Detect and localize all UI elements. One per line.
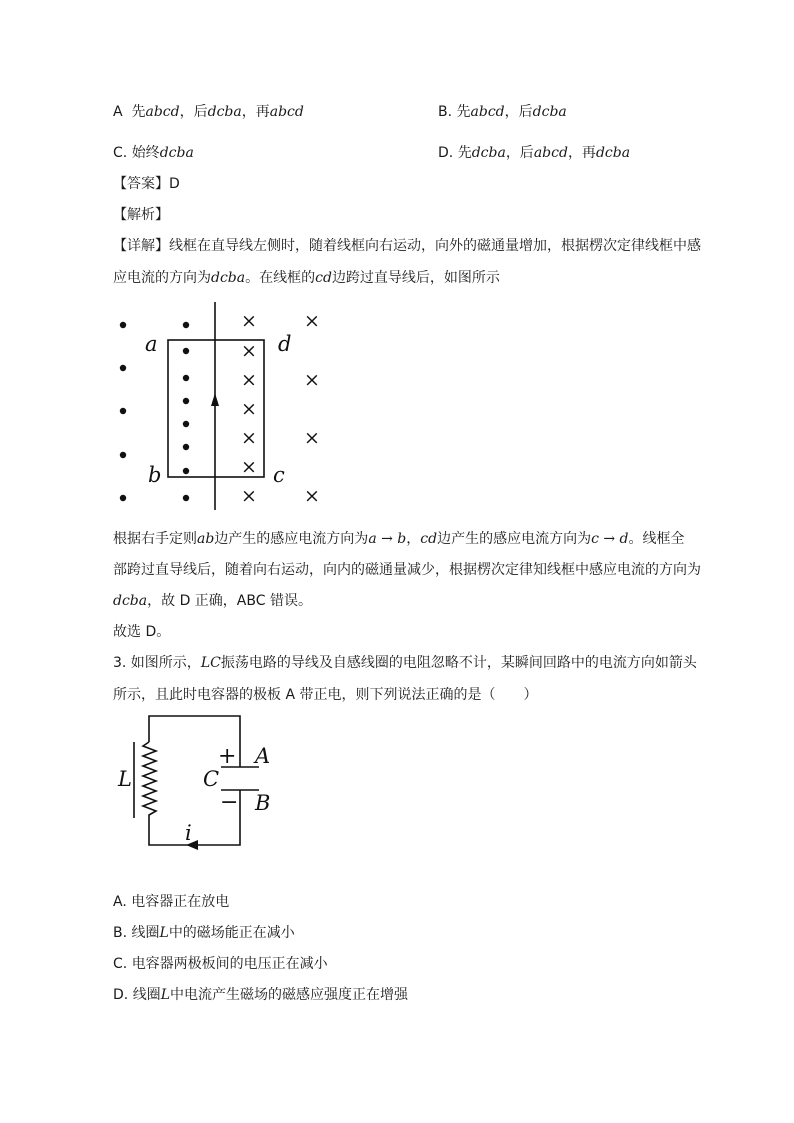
detail-paragraph-2-line-1: 根据右手定则ab边产生的感应电流方向为a → b，cd边产生的感应电流方向为c → d。线框全 [113,531,685,547]
minus-sign: − [220,790,239,815]
field-cross: × [241,398,257,420]
label-a: A [255,744,271,768]
detail-paragraph-1-line-1: 【详解】线框在直导线左侧时，随着线框向右运动，向外的磁通量增加，根据楞次定律线框中感 [113,238,701,254]
q3-option-c: C. 电容器两极板间的电压正在减小 [113,956,328,972]
label-b: B [255,791,271,815]
label-l: L [118,767,132,791]
field-cross: × [304,310,320,332]
option-b: B. 先abcd，后dcba [438,104,567,120]
field-cross: × [304,369,320,391]
option-d: D. 先dcba，后abcd，再dcba [438,145,631,161]
field-cross: × [241,369,257,391]
analysis-heading: 【解析】 [113,207,169,223]
plus-sign: + [218,744,237,769]
corner-label-b: b [148,463,162,487]
detail-paragraph-1-line-2: 应电流的方向为dcba。在线框的cd边跨过直导线后，如图所示 [113,270,500,286]
q3-option-d: D. 线圈L中电流产生磁场的磁感应强度正在增强 [113,987,408,1003]
field-cross: × [241,485,257,507]
label-c: C [203,767,220,791]
field-cross: × [241,310,257,332]
option-c: C. 始终dcba [113,145,194,161]
field-cross: × [241,340,257,362]
q3-option-b: B. 线圈L中的磁场能正在减小 [113,925,295,941]
detail-paragraph-2-line-2: 部跨过直导线后，随着向右运动，向内的磁通量减少，根据楞次定律知线框中感应电流的方向为 [113,562,701,578]
detail-paragraph-2-line-3: dcba，故 D 正确，ABC 错误。 [113,593,312,609]
label-i: i [185,821,192,845]
field-cross: × [304,485,320,507]
answer-line: 【答案】D [113,176,180,192]
option-a: A 先abcd，后dcba，再abcd [113,104,304,120]
conclusion-line: 故选 D。 [113,624,171,640]
inductor-coil [143,742,156,820]
field-cross: × [241,427,257,449]
field-cross: × [241,456,257,478]
corner-label-a: a [145,332,158,356]
corner-label-d: d [278,332,292,356]
field-cross: × [304,427,320,449]
corner-label-c: c [273,463,285,487]
q3-option-a: A. 电容器正在放电 [113,894,230,910]
question-3-stem-line-2: 所示，且此时电容器的极板 A 带正电，则下列说法正确的是（ ） [113,687,538,703]
question-3-stem-line-1: 3. 如图所示，LC振荡电路的导线及自感线圈的电阻忽略不计，某瞬间回路中的电流方向如箭头 [113,655,697,671]
